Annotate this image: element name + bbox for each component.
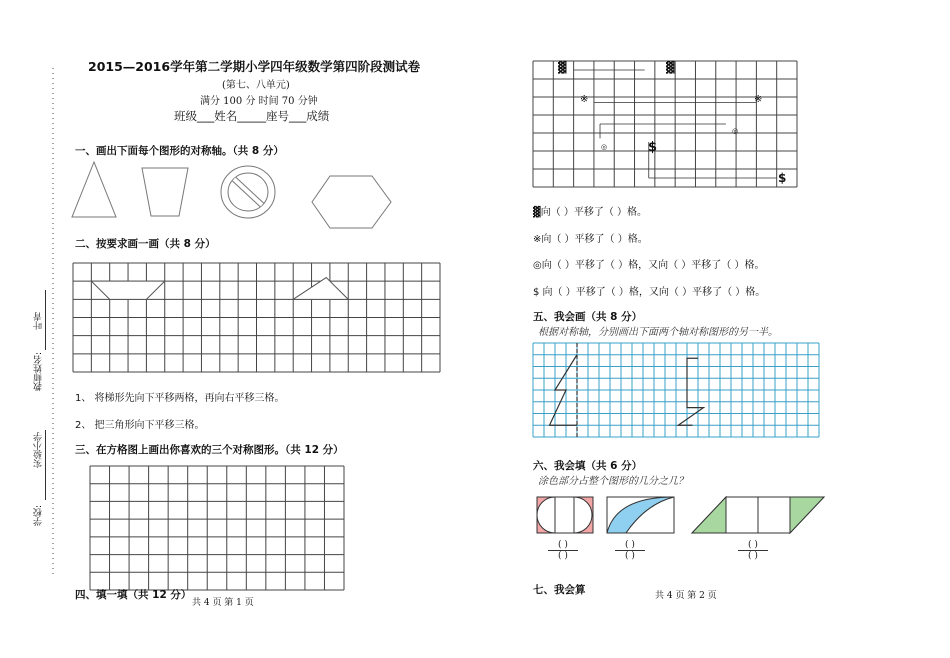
fraction-answer-2[interactable] (615, 540, 645, 561)
fill-blank-3: ◎向（ ）平移了（ ）格，又向（ ）平移了（ ）格。 (533, 260, 765, 271)
fill-blank-1: ▓向（ ）平移了（ ）格。 (533, 207, 648, 218)
exam-units: (第七、八单元) (222, 80, 290, 91)
exam-title: 2015—2016学年第二学期小学四年级数学第四阶段测试卷 (88, 59, 421, 74)
info-line: 班级___姓名_____座号___成绩 (174, 109, 330, 123)
curve-fraction-figure (606, 496, 676, 536)
trapezoid-shape (140, 165, 192, 220)
translation-grid (73, 263, 441, 373)
teacher-value: 叶青 (34, 312, 44, 330)
numerator-blank: ( ) (625, 540, 635, 550)
drawing-grid (90, 466, 345, 591)
dollar-mark: $ (648, 140, 658, 155)
school-value: 实验小学 (34, 432, 44, 468)
symmetry-drawing-grid (533, 343, 820, 438)
translation-marks-grid (533, 61, 798, 188)
block-mark: ▓ (558, 61, 567, 74)
question-1: 1、 将梯形先向下平移两格，再向右平移三格。 (75, 393, 285, 404)
section-2-heading: 二、按要求画一画（共 8 分） (75, 238, 216, 250)
trapezoid-figure (91, 281, 164, 299)
fraction-answer-3[interactable] (738, 540, 768, 561)
hexagon-shape (310, 174, 394, 232)
page-1-footer: 共 4 页 第 1 页 (192, 598, 254, 608)
teacher-underline (45, 290, 46, 350)
half-figure-2 (678, 358, 703, 425)
section-6-heading: 六、我会填（共 6 分） (533, 460, 643, 472)
star-mark-moved: ※ (754, 94, 763, 105)
prohibition-sign-shape (218, 164, 280, 224)
section-4-heading: 四、填一填（共 12 分） (75, 589, 192, 601)
section-3-heading: 三、在方格图上画出你喜欢的三个对称图形。（共 12 分） (75, 444, 344, 456)
fraction-answer-1[interactable] (548, 540, 578, 561)
triangle-shape (70, 160, 120, 220)
block-mark-moved: ▓ (666, 61, 675, 74)
denominator-blank: ( ) (625, 551, 635, 561)
star-mark: ※ (580, 94, 589, 105)
section-1-heading: 一、画出下面每个图形的对称轴。（共 8 分） (75, 145, 284, 157)
denominator-blank: ( ) (558, 551, 568, 561)
parallelogram-fraction-figure (690, 496, 826, 536)
circle-mark: ◎ (601, 143, 608, 151)
school-label: 学校: (34, 505, 44, 527)
section-5-instruction: 根据对称轴，分别画出下面两个轴对称图形的另一半。 (538, 327, 778, 338)
numerator-blank: ( ) (748, 540, 758, 550)
numerator-blank: ( ) (558, 540, 568, 550)
exam-score-time: 满分 100 分 时间 70 分钟 (200, 96, 318, 107)
circle-mark-moved: ◎ (732, 127, 739, 135)
section-6-instruction: 涂色部分占整个图形的几分之几？ (538, 476, 688, 487)
denominator-blank: ( ) (748, 551, 758, 561)
fill-blank-2: ※向（ ）平移了（ ）格。 (533, 234, 648, 245)
school-underline (45, 430, 46, 500)
section-5-heading: 五、我会画（共 8 分） (533, 311, 643, 323)
dollar-mark-moved: $ (778, 171, 787, 185)
page-2-footer: 共 4 页 第 2 页 (655, 591, 717, 601)
fill-blank-4: $ 向（ ）平移了（ ）格，又向（ ）平移了（ ）格。 (533, 287, 766, 298)
circles-fraction-figure (536, 496, 594, 536)
question-2: 2、 把三角形向下平移三格。 (75, 420, 205, 431)
binding-dotted-line (0, 0, 60, 658)
teacher-label: 教师姓名: (34, 352, 44, 392)
section-7-heading: 七、我会算 (533, 584, 586, 596)
